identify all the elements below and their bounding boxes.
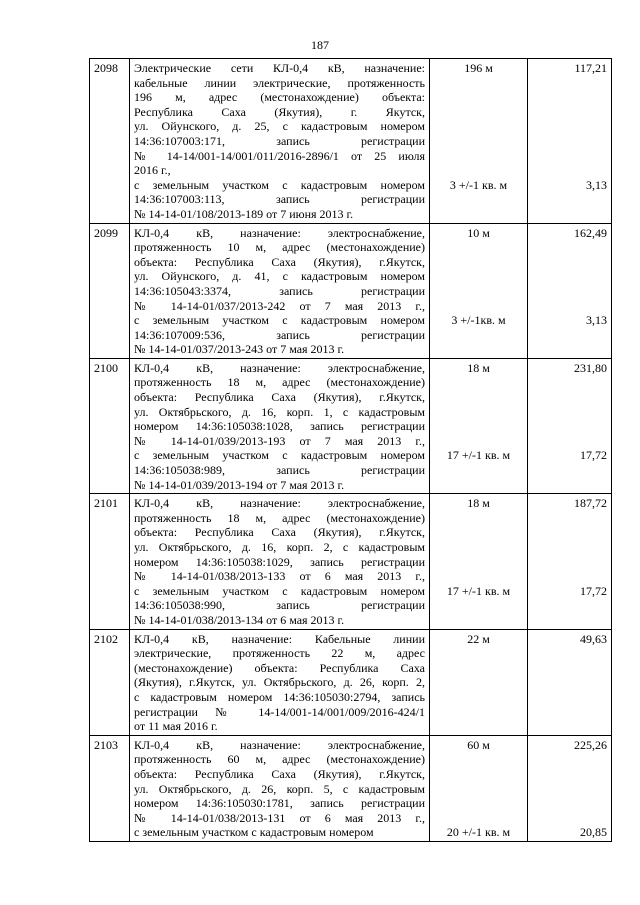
size-cell-land: 20 +/-1 кв. м — [446, 825, 511, 840]
description-line: регистрации № 14-14/001-14/001/009/2016-424/1 — [134, 704, 425, 719]
description-line: № 14-14-01/038/2013-133 от 6 мая 2013 г., — [134, 569, 425, 584]
description-line: протяженность 10 м, адрес (местонахождение) — [134, 240, 425, 255]
description-line: с земельным участком с кадастровым номером — [134, 448, 425, 463]
description-line: от 11 мая 2016 г. — [134, 719, 218, 734]
value-cell-object: 225,26 — [574, 737, 607, 752]
size-cell — [430, 629, 528, 735]
size-cell-land: 3 +/-1кв. м — [451, 313, 506, 328]
object-description — [130, 629, 430, 735]
description-line: ул. Октябрьского, д. 16, корп. 1, с кадастровым — [134, 404, 425, 419]
description-line: с земельным участком с кадастровым номером — [134, 583, 425, 598]
size-cell-land: 17 +/-1 кв. м — [446, 448, 511, 463]
description-line: КЛ-0,4 кВ, назначение: электроснабжение, — [134, 225, 425, 240]
description-line: КЛ-0,4 кВ, назначение: электроснабжение, — [134, 496, 425, 511]
description-line: КЛ-0,4 кВ, назначение: электроснабжение, — [134, 360, 425, 375]
size-cell-object: 196 м — [464, 61, 493, 75]
row-number: 2098 — [90, 59, 130, 224]
value-cell-object: 117,21 — [574, 61, 607, 75]
description-line: Электрические сети КЛ-0,4 кВ, назначение: — [134, 61, 425, 75]
value-cell-land: 17,72 — [580, 583, 607, 598]
value-cell-object: 162,49 — [574, 225, 607, 240]
description-line: № 14-14-01/037/2013-242 от 7 мая 2013 г., — [134, 298, 425, 313]
row-number: 2102 — [90, 629, 130, 735]
value-cell — [528, 358, 612, 493]
description-line: объекта: Республика Саха (Якутия), г.Якутск, — [134, 525, 425, 540]
value-cell — [528, 59, 612, 224]
description-line: Республика Саха (Якутия), г. Якутск, — [134, 104, 425, 119]
value-cell-land: 3,13 — [586, 313, 607, 328]
description-line: № 14-14-01/037/2013-243 от 7 мая 2013 г. — [134, 342, 345, 357]
value-cell-object: 187,72 — [574, 496, 607, 511]
description-line: 14:36:105043:3374, запись регистрации — [134, 283, 425, 298]
description-line: 14:36:107003:113, запись регистрации — [134, 192, 425, 207]
description-line: протяженность 18 м, адрес (местонахождение) — [134, 510, 425, 525]
value-cell-land: 17,72 — [580, 448, 607, 463]
description-line: (местонахождение) объекта: Республика Саха — [134, 660, 425, 675]
value-cell-object: 231,80 — [574, 360, 607, 375]
property-registry-table — [89, 58, 612, 842]
description-line: кабельные линии электрические, протяженность — [134, 75, 425, 90]
description-line: № 14-14-01/038/2013-131 от 6 мая 2013 г., — [134, 810, 425, 825]
object-description — [130, 223, 430, 358]
size-cell — [430, 223, 528, 358]
table-row — [90, 59, 612, 224]
description-line: КЛ-0,4 кВ, назначение: электроснабжение, — [134, 737, 425, 752]
value-cell-object: 49,63 — [580, 631, 607, 646]
size-cell-land: 17 +/-1 кв. м — [446, 583, 511, 598]
table-row — [90, 629, 612, 735]
page-number: 187 — [311, 38, 329, 52]
description-line: 14:36:105038:990, запись регистрации — [134, 598, 425, 613]
description-line: электрические, протяженность 22 м, адрес — [134, 646, 425, 661]
value-cell — [528, 494, 612, 629]
table-row — [90, 494, 612, 629]
description-line: 2016 г., — [134, 163, 171, 178]
value-cell — [528, 735, 612, 841]
description-line: с земельным участком с кадастровым номером — [134, 825, 374, 840]
size-cell-object: 22 м — [467, 631, 490, 646]
row-number: 2100 — [90, 358, 130, 493]
description-line: с земельным участком с кадастровым номером — [134, 177, 425, 192]
description-line: № 14-14-01/039/2013-194 от 7 мая 2013 г. — [134, 477, 345, 492]
size-cell-object: 18 м — [467, 496, 490, 511]
value-cell — [528, 629, 612, 735]
row-number: 2103 — [90, 735, 130, 841]
description-line: номером 14:36:105038:1028, запись регистрации — [134, 419, 425, 434]
description-line: протяженность 60 м, адрес (местонахождение) — [134, 752, 425, 767]
size-cell — [430, 59, 528, 224]
table-row — [90, 358, 612, 493]
value-cell — [528, 223, 612, 358]
description-line: с земельным участком с кадастровым номером — [134, 313, 425, 328]
size-cell-object: 60 м — [467, 737, 490, 752]
description-line: с кадастровым номером 14:36:105030:2794, запись — [134, 689, 425, 704]
description-line: номером 14:36:105038:1029, запись регистрации — [134, 554, 425, 569]
description-line: 14:36:107009:536, запись регистрации — [134, 327, 425, 342]
description-line: объекта: Республика Саха (Якутия), г.Якутск, — [134, 766, 425, 781]
row-number: 2101 — [90, 494, 130, 629]
size-cell — [430, 494, 528, 629]
description-line: ул. Октябрьского, д. 26, корп. 5, с кадастровым — [134, 781, 425, 796]
description-line: объекта: Республика Саха (Якутия), г.Якутск, — [134, 254, 425, 269]
description-line: КЛ-0,4 кВ, назначение: Кабельные линии — [134, 631, 425, 646]
description-line: № 14-14-01/039/2013-193 от 7 мая 2013 г., — [134, 433, 425, 448]
value-cell-land: 20,85 — [580, 825, 607, 840]
row-number: 2099 — [90, 223, 130, 358]
size-cell-object: 18 м — [467, 360, 490, 375]
description-line: 14:36:105038:989, запись регистрации — [134, 463, 425, 478]
table-row — [90, 223, 612, 358]
size-cell — [430, 735, 528, 841]
description-line: № 14-14-01/108/2013-189 от 7 июня 2013 г. — [134, 206, 354, 221]
object-description — [130, 358, 430, 493]
description-line: ул. Ойунского, д. 41, с кадастровым номером — [134, 269, 425, 284]
description-line: 196 м, адрес (местонахождение) объекта: — [134, 90, 425, 105]
registry-body — [90, 59, 612, 842]
description-line: номером 14:36:105030:1781, запись регистрации — [134, 796, 425, 811]
description-line: (Якутия), г.Якутск, ул. Октябрьского, д. 26, корп. 2, — [134, 675, 425, 690]
table-row — [90, 735, 612, 841]
description-line: протяженность 18 м, адрес (местонахождение) — [134, 375, 425, 390]
description-line: № 14-14-01/038/2013-134 от 6 мая 2013 г. — [134, 612, 345, 627]
description-line: № 14-14/001-14/001/011/2016-2896/1 от 25 июля — [134, 148, 425, 163]
value-cell-land: 3,13 — [586, 177, 607, 192]
size-cell-land: 3 +/-1 кв. м — [449, 177, 508, 192]
object-description — [130, 494, 430, 629]
description-line: ул. Ойунского, д. 25, с кадастровым номером — [134, 119, 425, 134]
object-description — [130, 735, 430, 841]
description-line: объекта: Республика Саха (Якутия), г.Якутск, — [134, 390, 425, 405]
size-cell-object: 10 м — [467, 225, 490, 240]
object-description — [130, 59, 430, 224]
size-cell — [430, 358, 528, 493]
description-line: ул. Октябрьского, д. 16, корп. 2, с кадастровым — [134, 540, 425, 554]
description-line: 14:36:107003:171, запись регистрации — [134, 133, 425, 148]
